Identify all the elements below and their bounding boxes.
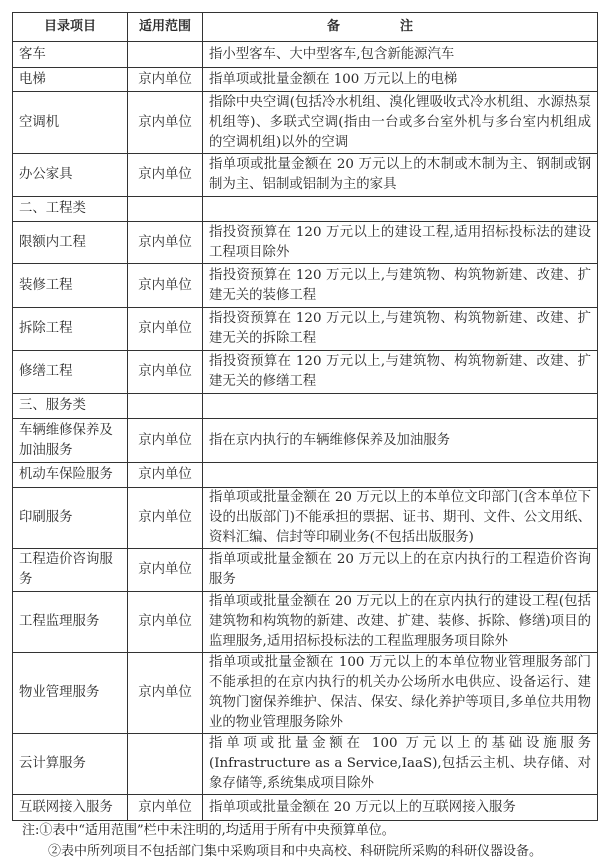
cell-note: 指投资预算在 120 万元以上,与建筑物、构筑物新建、改建、扩建无关的装修工程 [203,264,598,308]
cell-note: 指单项或批量金额在 100 万元以上的电梯 [203,68,598,92]
header-note [203,13,598,42]
cell-note: 指单项或批量金额在 20 万元以上的木制或木制为主、钢制或钢制为主、铝制或铝制为主的家具 [203,154,598,197]
cell-scope: 京内单位 [128,463,203,488]
cell-scope: 京内单位 [128,92,203,154]
cell-item: 印刷服务 [13,488,128,549]
cell-item: 办公家具 [13,154,128,197]
cell-scope [128,394,203,419]
cell-note: 指单项或批量金额在 20 万元以上的互联网接入服务 [203,795,598,821]
cell-item: 车辆维修保养及加油服务 [13,419,128,463]
table-row [13,795,598,821]
cell-item: 二、工程类 [13,197,128,222]
table-row [13,463,598,488]
cell-scope [128,734,203,795]
cell-item: 云计算服务 [13,734,128,795]
cell-item: 拆除工程 [13,308,128,351]
table-row [13,42,598,68]
cell-item: 限额内工程 [13,222,128,264]
table-row [13,92,598,154]
table-row [13,734,598,795]
cell-scope: 京内单位 [128,795,203,821]
cell-note: 指在京内执行的车辆维修保养及加油服务 [203,419,598,463]
table-row [13,653,598,734]
footnotes [22,820,542,862]
cell-item: 电梯 [13,68,128,92]
cell-scope: 京内单位 [128,308,203,351]
table-row [13,549,598,592]
cell-note: 指单项或批量金额在 20 万元以上的本单位文印部门(含本单位下设的出版部门)不能承担的票据、证书、期刊、文件、公文用纸、资料汇编、信封等印刷业务(不包括出版服务) [203,488,598,549]
cell-scope: 京内单位 [128,68,203,92]
cell-scope: 京内单位 [128,264,203,308]
cell-scope [128,197,203,222]
table-row [13,222,598,264]
table-row [13,68,598,92]
cell-note [203,197,598,222]
section-row [13,394,598,419]
table-row [13,488,598,549]
cell-item: 互联网接入服务 [13,795,128,821]
table-row [13,154,598,197]
section-row [13,197,598,222]
cell-scope: 京内单位 [128,488,203,549]
cell-scope [128,42,203,68]
cell-item: 修缮工程 [13,351,128,394]
cell-item: 物业管理服务 [13,653,128,734]
cell-item: 空调机 [13,92,128,154]
cell-note: 指单项或批量金额在 20 万元以上的在京内执行的建设工程(包括建筑物和构筑物的新建、改建、扩建、装修、拆除、修缮)项目的监理服务,适用招标投标法的工程监理服务项目除外 [203,592,598,653]
cell-note: 指除中央空调(包括冷水机组、溴化锂吸收式冷水机组、水源热泵机组等)、多联式空调(指由一台或多台室外机与多台室内机组成的空调机组)以外的空调 [203,92,598,154]
cell-scope: 京内单位 [128,154,203,197]
table-row [13,592,598,653]
table-row [13,419,598,463]
header-note-text: 备注 [326,19,473,34]
table-row [13,351,598,394]
cell-item: 工程造价咨询服务 [13,549,128,592]
cell-scope: 京内单位 [128,592,203,653]
table-row [13,264,598,308]
footnote-2: ②表中所列项目不包括部门集中采购项目和中央高校、科研院所采购的科研仪器设备。 [48,844,543,859]
header-item: 目录项目 [13,13,128,42]
cell-scope: 京内单位 [128,222,203,264]
cell-scope: 京内单位 [128,549,203,592]
cell-item: 装修工程 [13,264,128,308]
cell-note: 指投资预算在 120 万元以上的建设工程,适用招标投标法的建设工程项目除外 [203,222,598,264]
cell-note [203,394,598,419]
table-header-row [13,13,598,42]
cell-item: 三、服务类 [13,394,128,419]
cell-item: 客车 [13,42,128,68]
cell-scope: 京内单位 [128,351,203,394]
cell-note: 指投资预算在 120 万元以上,与建筑物、构筑物新建、改建、扩建无关的修缮工程 [203,351,598,394]
cell-scope: 京内单位 [128,419,203,463]
cell-note: 指小型客车、大中型客车,包含新能源汽车 [203,42,598,68]
table-row [13,308,598,351]
procurement-catalog-table [12,12,598,821]
cell-note: 指单项或批量金额在 100 万元以上的基础设施服务(Infrastructure as a Service,IaaS),包括云主机、块存储、对象存储等,系统集成项目除外 [203,734,598,795]
cell-note: 指投资预算在 120 万元以上,与建筑物、构筑物新建、改建、扩建无关的拆除工程 [203,308,598,351]
header-scope: 适用范围 [128,13,203,42]
cell-note: 指单项或批量金额在 20 万元以上的在京内执行的工程造价咨询服务 [203,549,598,592]
footnote-1: 注:①表中“适用范围”栏中未注明的,均适用于所有中央预算单位。 [22,823,395,838]
cell-item: 机动车保险服务 [13,463,128,488]
cell-note [203,463,598,488]
cell-note: 指单项或批量金额在 100 万元以上的本单位物业管理服务部门不能承担的在京内执行的机关办公场所水电供应、设备运行、建筑物门窗保养维护、保洁、保安、绿化养护等项目,多单位共用物业的物业管理服务除外 [203,653,598,734]
cell-scope: 京内单位 [128,653,203,734]
cell-item: 工程监理服务 [13,592,128,653]
